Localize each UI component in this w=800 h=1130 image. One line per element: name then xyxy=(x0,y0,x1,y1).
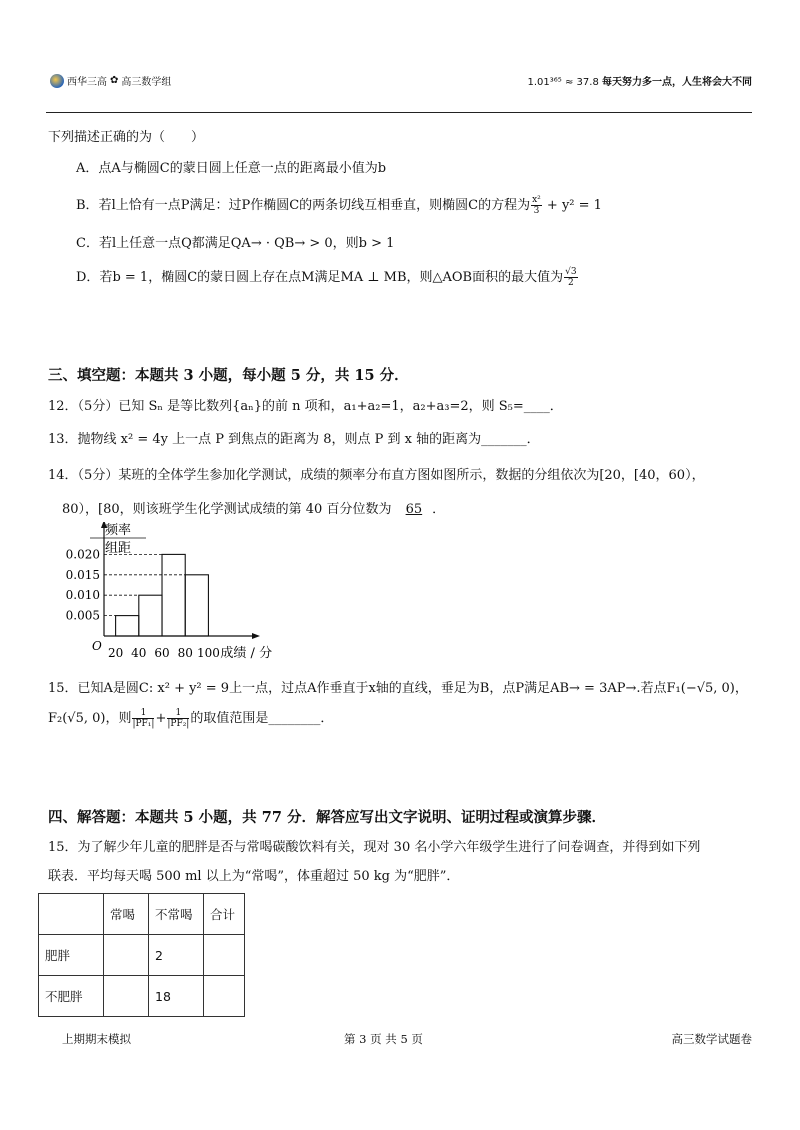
table-row xyxy=(39,935,245,976)
q15-line2: F₂(√5, 0)，则 $\frac{1}{\text{|PF₁|}}$ + $\frac{1}{\text{|PF₂|}}$ 的取值范围是________． xyxy=(48,708,334,729)
table-cell: 合计 xyxy=(204,894,245,935)
footer-page: 第 3 页 共 5 页 xyxy=(344,1032,423,1046)
q11-option-d: D．若b = 1，椭圆C的蒙日圆上存在点M满足MA ⊥ MB，则△AOB面积的最大值为 $\frac{√3}{2}$ xyxy=(76,267,577,288)
table-row xyxy=(39,976,245,1017)
school-logo-icon xyxy=(50,74,64,88)
table-cell: 不常喝 xyxy=(149,894,204,935)
motto-formula: 1.01³⁶⁵ ≈ 37.8 xyxy=(527,77,599,88)
group-name: 高三数学组 xyxy=(121,77,172,88)
contingency-table xyxy=(38,893,245,1017)
table-cell xyxy=(39,894,104,935)
q14-answer: 65 xyxy=(405,502,423,517)
q11-option-c: C．若l上任意一点Q都满足QA→ · QB→ > 0，则b > 1 xyxy=(76,236,395,251)
table-cell xyxy=(104,976,149,1017)
x-axis-label: 成绩 / 分 xyxy=(220,646,273,661)
section3-title: 三、填空题：本题共 3 小题，每小题 5 分，共 15 分． xyxy=(48,367,409,384)
y-tick-label: 0.010 xyxy=(65,588,100,603)
q11-option-a: A．点A与椭圆C的蒙日圆上任意一点的距离最小值为b xyxy=(76,161,387,176)
y-tick-label: 0.005 xyxy=(65,608,100,623)
y-tick-label: 0.015 xyxy=(65,567,100,582)
header-divider xyxy=(46,112,752,113)
section4-title: 四、解答题：本题共 5 小题，共 77 分．解答应写出文字说明、证明过程或演算步骤． xyxy=(48,809,606,826)
footer-left: 上期期末模拟 xyxy=(62,1032,131,1046)
q14-line2: 80），[80，则该班学生化学测试成绩的第 40 百分位数为 65 ． xyxy=(62,502,446,517)
x-tick-label: 60 xyxy=(154,646,170,660)
q15-line1: 15．已知A是圆C: x² + y² = 9上一点，过点A作垂直于x轴的直线，垂足为B，点P满足AB→ = 3AP→.若点F₁(−√5, 0)， xyxy=(48,681,748,696)
y-label-top: 频率 xyxy=(104,523,132,538)
school-name: 西华三高 xyxy=(67,77,107,88)
x-tick-label: 20 xyxy=(107,646,124,660)
x-tick-label: 100 xyxy=(196,646,220,660)
table-cell: 不肥胖 xyxy=(39,976,104,1017)
q11-option-b: B．若l上恰有一点P满足：过P作椭圆C的两条切线互相垂直，则椭圆C的方程为 $\frac{\text{x²}}{3}$ + y² = 1 xyxy=(76,195,602,216)
header-motto xyxy=(528,73,752,88)
q15b-line2: 联表．平均每天喝 500 ml 以上为“常喝”，体重超过 50 kg 为“肥胖”． xyxy=(48,869,460,884)
histogram-bar xyxy=(185,575,208,636)
header-left xyxy=(50,73,171,88)
histogram-bar xyxy=(139,595,162,636)
q13: 13．抛物线 x² = 4y 上一点 P 到焦点的距离为 8，则点 P 到 x 轴的距离为_______． xyxy=(48,432,540,447)
table-row xyxy=(39,894,245,935)
fraction: $\frac{√3}{2}$ xyxy=(565,267,577,288)
q14-line1: 14．（5分）某班的全体学生参加化学测试，成绩的频率分布直方图如图所示，数据的分组依次为[20，[40，60）， xyxy=(48,468,705,483)
table-cell xyxy=(204,935,245,976)
table-cell xyxy=(204,976,245,1017)
table-cell: 2 xyxy=(149,935,204,976)
fraction: $\frac{1}{\text{|PF₂|}}$ xyxy=(167,708,190,729)
footer-right: 高三数学试题卷 xyxy=(671,1032,752,1046)
q12: 12．（5分）已知 Sₙ 是等比数列{aₙ}的前 n 项和，a₁+a₂=1，a₂+a₃=2，则 S₅=____． xyxy=(48,399,563,414)
x-tick-label: 80 xyxy=(177,646,193,660)
fraction: $\frac{\text{x²}}{3}$ xyxy=(532,195,541,216)
histogram-bar xyxy=(162,554,185,636)
flower-icon: ✿ xyxy=(110,75,119,86)
q15b-line1: 15．为了解少年儿童的肥胖是否与常喝碳酸饮料有关，现对 30 名小学六年级学生进行了问卷调查，并得到如下列 xyxy=(48,840,701,855)
q11-stem: 下列描述正确的为（ ） xyxy=(48,130,205,145)
motto-text: 每天努力多一点，人生将会大不同 xyxy=(602,77,752,88)
origin-label: O xyxy=(92,639,102,653)
fraction: $\frac{1}{\text{|PF₁|}}$ xyxy=(132,708,155,729)
y-label-bottom: 组距 xyxy=(104,541,132,556)
table-cell: 肥胖 xyxy=(39,935,104,976)
histogram-bar xyxy=(116,616,139,636)
table-cell: 18 xyxy=(149,976,204,1017)
y-tick-label: 0.020 xyxy=(65,547,100,562)
table-cell xyxy=(104,935,149,976)
table-cell: 常喝 xyxy=(104,894,149,935)
x-axis-arrow-icon xyxy=(252,633,260,639)
frequency-histogram xyxy=(56,522,296,670)
x-tick-label: 40 xyxy=(131,646,147,660)
